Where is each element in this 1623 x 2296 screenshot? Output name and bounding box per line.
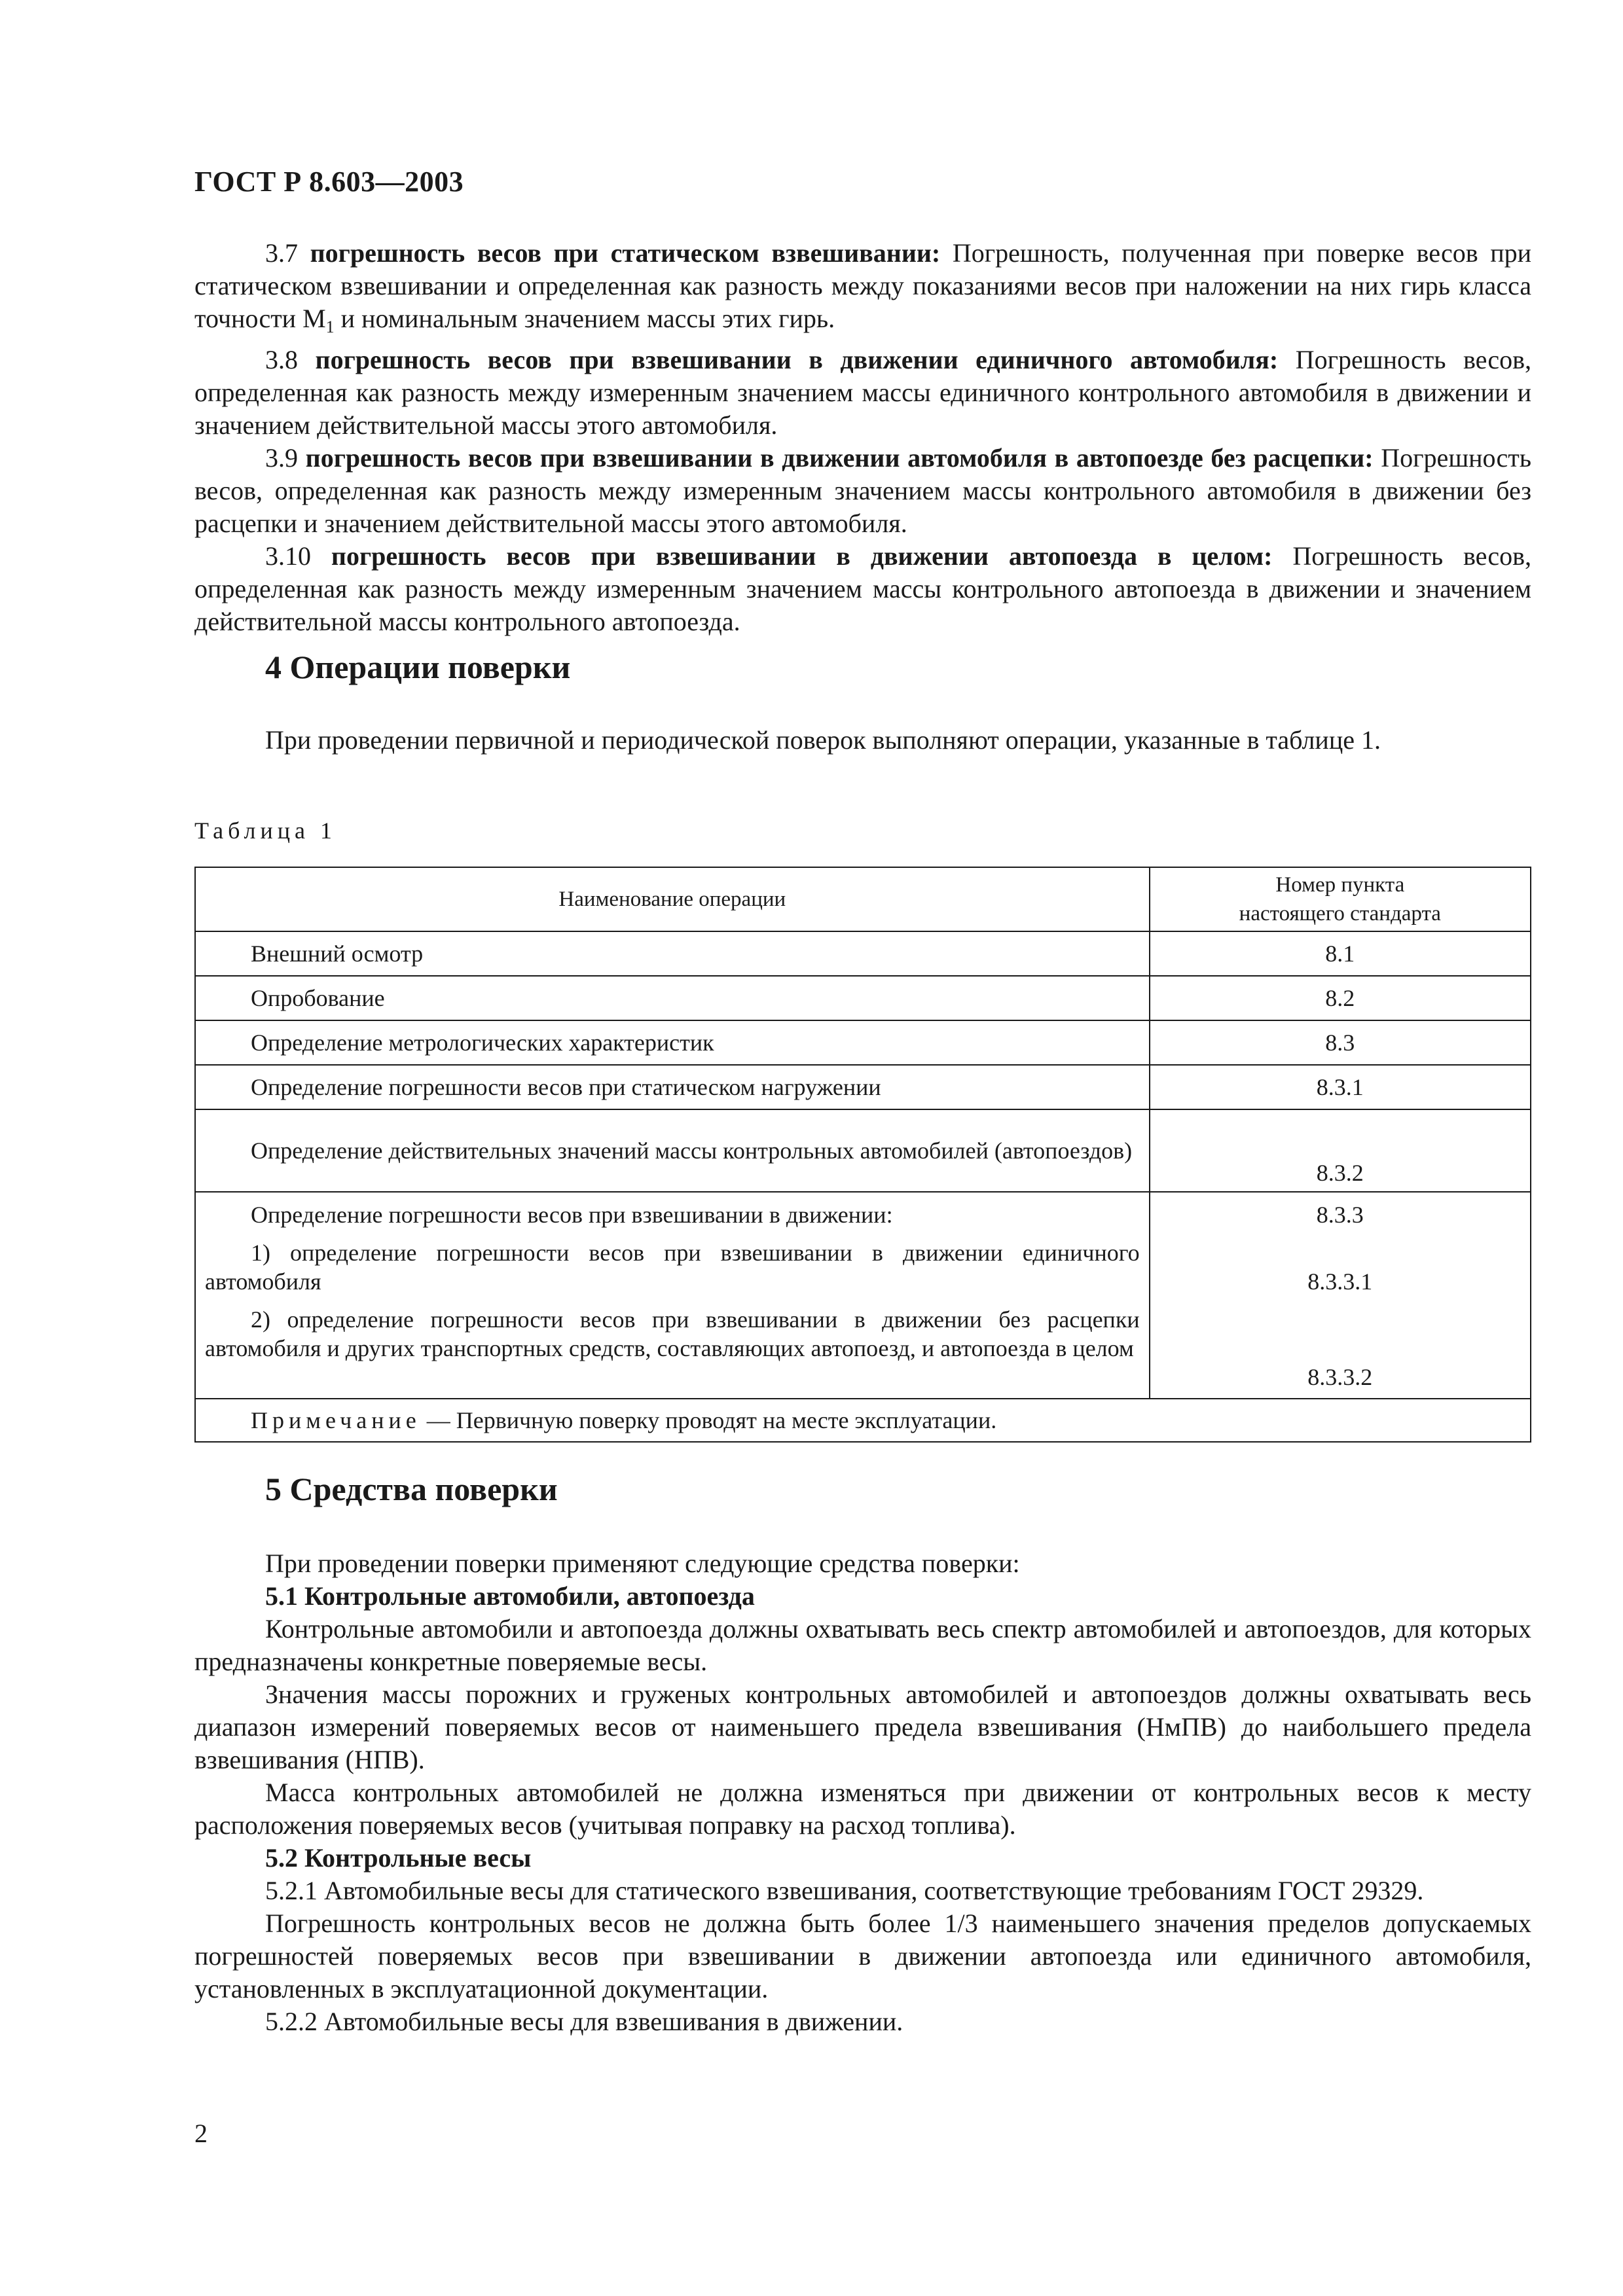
definition-number: 3.8 xyxy=(265,345,298,374)
definition-term: погрешность весов при взвешивании в движении единичного автомобиля: xyxy=(315,345,1279,374)
clause-number-cell: 8.3.2 xyxy=(1150,1109,1531,1192)
subsection-5-1-heading: 5.1 Контрольные автомобили, автопоезда xyxy=(265,1581,755,1611)
definition-number: 3.7 xyxy=(265,238,298,268)
operation-name-cell xyxy=(195,1192,1150,1399)
operation-name-cell: Опробование xyxy=(195,976,1150,1020)
group-item-1-number: 8.3.3.1 xyxy=(1307,1268,1373,1295)
table-note xyxy=(195,1399,1531,1442)
paragraph: Значения массы порожних и груженых контрольных автомобилей и автопоездов должны охватывать весь диапазон измерений поверяемых весов от наименьшего предела взвешивания (НмПВ) до наибольшего предела взвешивания (НПВ). xyxy=(194,1679,1531,1774)
document-code-header: ГОСТ Р 8.603—2003 xyxy=(194,166,464,198)
definition-term: погрешность весов при статическом взвешивании: xyxy=(310,238,941,268)
group-item-1: 1) определение погрешности весов при взвешивании в движении единичного автомобиля xyxy=(205,1240,1140,1295)
paragraph: Контрольные автомобили и автопоезда должны охватывать весь спектр автомобилей и автопоездов, для которых предназначены конкретные поверяемые весы. xyxy=(194,1614,1531,1676)
definition-text: Погрешность, полученная при поверке весов при статическом взвешивании и определенная как разность между показаниями весов при наложении на них гирь класса точности М xyxy=(194,238,1532,333)
group-title: Определение погрешности весов при взвешивании в движении: xyxy=(251,1202,893,1228)
definition-3-7 xyxy=(194,237,1531,344)
paragraph: 5.2.2 Автомобильные весы для взвешивания в движении. xyxy=(265,2007,903,2036)
section-5-intro: При проведении поверки применяют следующие средства поверки: xyxy=(265,1549,1020,1578)
subsection-5-2-heading: 5.2 Контрольные весы xyxy=(265,1843,532,1873)
clause-number-cell xyxy=(1150,1192,1531,1399)
document-page xyxy=(194,0,1531,2296)
operations-table xyxy=(194,867,1531,1443)
definition-3-10 xyxy=(194,540,1531,638)
table-header-row xyxy=(195,867,1531,931)
note-label: Примечание xyxy=(251,1407,421,1433)
note-text: — Первичную поверку проводят на месте эксплуатации. xyxy=(420,1407,997,1433)
group-number: 8.3.3 xyxy=(1316,1202,1364,1228)
definition-text: Погрешность весов, определенная как разность между измеренным значением массы контрольного автопоезда в движении и значением действительной массы контрольного автопоезда. xyxy=(194,541,1531,636)
table-row-group xyxy=(195,1192,1531,1399)
definition-text: Погрешность весов, определенная как разность между измеренным значением массы единичного контрольного автомобиля в движении и значением действительной массы этого автомобиля. xyxy=(194,345,1532,440)
paragraph: Масса контрольных автомобилей не должна изменяться при движении от контрольных весов к месту расположения поверяемых весов (учитывая поправку на расход топлива). xyxy=(194,1778,1531,1840)
definition-term: погрешность весов при взвешивании в движении автопоезда в целом: xyxy=(331,541,1273,571)
definition-3-8 xyxy=(194,344,1531,442)
table-row xyxy=(195,1109,1531,1192)
definition-number: 3.9 xyxy=(265,443,298,473)
definition-number: 3.10 xyxy=(265,541,311,571)
section-4-heading: 4 Операции поверки xyxy=(265,649,571,685)
section-4-intro-text: При проведении первичной и периодической поверок выполняют операции, указанные в таблице 1. xyxy=(265,725,1381,755)
page-number: 2 xyxy=(194,2119,208,2148)
table-row xyxy=(195,976,1531,1020)
table-row xyxy=(195,931,1531,976)
clause-number-cell: 8.3 xyxy=(1150,1020,1531,1065)
group-item-2-number: 8.3.3.2 xyxy=(1307,1364,1373,1390)
paragraph: Погрешность контрольных весов не должна быть более 1/3 наименьшего значения пределов допускаемых погрешностей поверяемых весов при взвешивании в движении автопоезда или единичного автомобиля, установленных в эксплуатационной документации. xyxy=(194,1909,1531,2003)
definitions-block xyxy=(194,237,1531,638)
column-header-clause-number: Номер пункта настоящего стандарта xyxy=(1150,867,1531,931)
table-label: Таблица 1 xyxy=(194,817,337,844)
operation-name-cell: Определение метрологических характеристик xyxy=(195,1020,1150,1065)
paragraph: 5.2.1 Автомобильные весы для статического взвешивания, соответствующие требованиям ГОСТ 29329. xyxy=(265,1876,1424,1905)
section-5-heading: 5 Средства поверки xyxy=(265,1471,558,1507)
section-5-body xyxy=(194,1547,1531,2038)
table-row xyxy=(195,1065,1531,1109)
definition-3-9 xyxy=(194,442,1531,540)
operation-name-cell: Внешний осмотр xyxy=(195,931,1150,976)
operation-name-cell: Определение погрешности весов при статическом нагружении xyxy=(195,1065,1150,1109)
clause-number-cell: 8.3.1 xyxy=(1150,1065,1531,1109)
subscript: 1 xyxy=(325,317,335,336)
table-row xyxy=(195,1020,1531,1065)
table-note-row xyxy=(195,1399,1531,1442)
definition-term: погрешность весов при взвешивании в движении автомобиля в автопоезде без расцепки: xyxy=(305,443,1374,473)
column-header-operation: Наименование операции xyxy=(195,867,1150,931)
operation-name-cell: Определение действительных значений массы контрольных автомобилей (автопоездов) xyxy=(195,1109,1150,1192)
clause-number-cell: 8.2 xyxy=(1150,976,1531,1020)
clause-number-cell: 8.1 xyxy=(1150,931,1531,976)
definition-text: Погрешность весов, определенная как разность между измеренным значением массы контрольного автомобиля в движении без расцепки и значением действительной массы этого автомобиля. xyxy=(194,443,1531,538)
group-item-2: 2) определение погрешности весов при взвешивании в движении без расцепки автомобиля и других транспортных средств, составляющих автопоезд, и автопоезда в целом xyxy=(205,1306,1140,1361)
definition-text-end: и номинальным значением массы этих гирь. xyxy=(334,304,835,333)
section-4-intro xyxy=(194,724,1531,757)
